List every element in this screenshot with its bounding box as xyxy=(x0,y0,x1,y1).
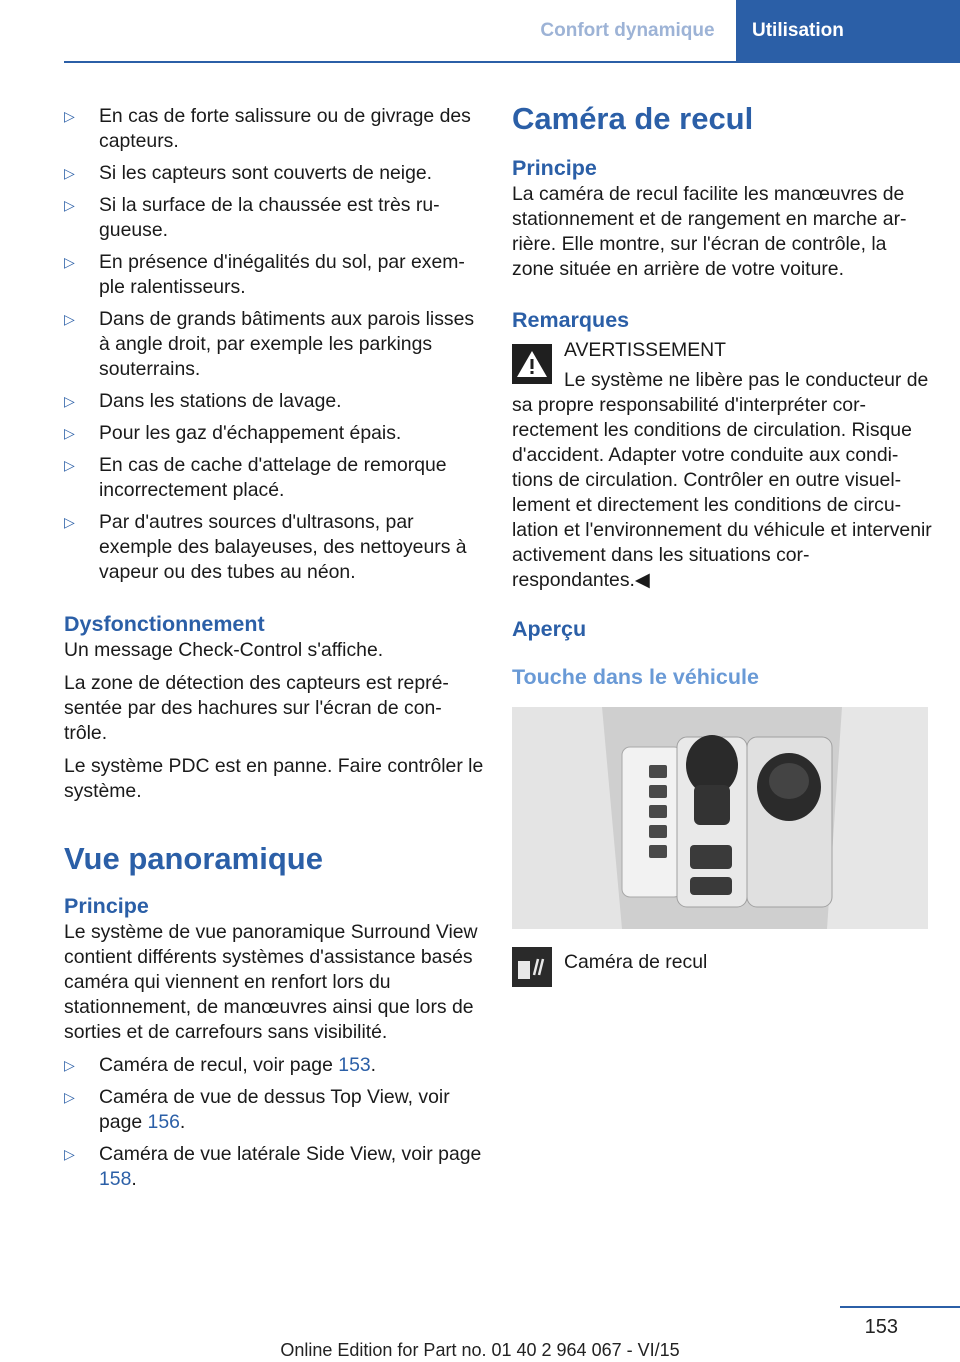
triangle-bullet-icon: ▷ xyxy=(64,1089,75,1105)
warning-label: AVERTISSEMENT xyxy=(564,339,726,361)
malfunction-text: Un message Check-Control s'affiche. xyxy=(64,639,384,661)
remarks-heading: Remarques xyxy=(512,308,630,332)
rear-camera-principle-text: La caméra de recul facilite les manœuvres de stationnement et de rangement en marche ar-rière. Elle montre, sur l'écran de contrôle, la zone située en arrière de votre voiture. xyxy=(512,183,907,280)
triangle-bullet-icon: ▷ xyxy=(64,425,75,441)
list-item: ▷ Dans les stations de lavage. xyxy=(64,390,342,412)
page-link[interactable]: 156 xyxy=(147,1111,180,1133)
header-rule xyxy=(64,61,960,63)
left-column xyxy=(64,104,484,1199)
panorama-principle-text: Le système de vue panoramique Surround View contient différents systèmes d'assistance basés caméra qui viennent en renfort lors du stationnement, de manœuvres ainsi que lors de sorties et de carrefours sans visibilité. xyxy=(64,921,478,1043)
list-item: ▷ Caméra de vue latérale Side View, voir page 158. xyxy=(64,1143,482,1190)
malfunction-heading: Dysfonctionnement xyxy=(64,612,265,636)
header-chapter-tab: Utilisation xyxy=(736,0,960,61)
vehicle-button-heading: Touche dans le véhicule xyxy=(512,665,759,689)
footer-edition: Online Edition for Part no. 01 40 2 964 067 - VI/15 xyxy=(280,1340,680,1360)
panorama-heading: Vue panoramique xyxy=(64,841,323,876)
list-item: ▷ En présence d'inégalités du sol, par exem-ple ralentisseurs. xyxy=(64,251,465,298)
center-console-photo xyxy=(512,707,928,929)
triangle-bullet-icon: ▷ xyxy=(64,165,75,181)
list-item: ▷ En cas de forte salissure ou de givrage des capteurs. xyxy=(64,105,471,152)
list-item: ▷ Caméra de vue de dessus Top View, voir page 156. xyxy=(64,1086,450,1133)
page-link[interactable]: 153 xyxy=(338,1054,371,1076)
warning-text: Le système ne libère pas le conducteur de sa propre responsabilité d'interpréter cor-rectement les conditions de circulation. Risque d'accident. Adapter votre conduite aux condi-tions de circulation. Contrôler en outre visuel-lement et directement les conditions de circu-lation et l'environnement du véhicule et intervenir activement dans les situations cor-respondantes.◀ xyxy=(512,369,932,591)
triangle-bullet-icon: ▷ xyxy=(64,197,75,213)
list-item: ▷ Dans de grands bâtiments aux parois lisses à angle droit, par exemple les parkings souterrains. xyxy=(64,308,475,380)
rear-camera-principle-heading: Principe xyxy=(512,156,597,180)
rear-camera-title: Caméra de recul xyxy=(512,101,754,136)
list-item: ▷ Si la surface de la chaussée est très ru-gueuse. xyxy=(64,194,440,241)
triangle-bullet-icon: ▷ xyxy=(64,1057,75,1073)
overview-heading: Aperçu xyxy=(512,617,587,641)
triangle-bullet-icon: ▷ xyxy=(64,514,75,530)
right-column xyxy=(512,100,932,987)
malfunction-text: La zone de détection des capteurs est repré-sentée par des hachures sur l'écran de con-trôle. xyxy=(64,672,449,744)
page-link[interactable]: 158 xyxy=(99,1168,132,1190)
center-console-illustration xyxy=(512,707,928,929)
warning-block xyxy=(512,338,932,363)
rear-camera-button-icon xyxy=(512,947,552,987)
triangle-bullet-icon: ▷ xyxy=(64,457,75,473)
button-caption-row xyxy=(512,947,932,987)
warning-triangle-icon xyxy=(512,344,552,384)
triangle-bullet-icon: ▷ xyxy=(64,254,75,270)
panorama-principle-heading: Principe xyxy=(64,894,149,918)
page-number: 153 xyxy=(864,1316,898,1338)
list-item: ▷ Si les capteurs sont couverts de neige. xyxy=(64,162,433,184)
list-item: ▷ Pour les gaz d'échappement épais. xyxy=(64,422,402,444)
list-item: ▷ Caméra de recul, voir page 153. xyxy=(64,1054,377,1076)
triangle-bullet-icon: ▷ xyxy=(64,108,75,124)
triangle-bullet-icon: ▷ xyxy=(64,1146,75,1162)
list-item: ▷ Par d'autres sources d'ultrasons, par exemple des balayeuses, des nettoyeurs à vapeur ou des tubes au néon. xyxy=(64,511,467,583)
triangle-bullet-icon: ▷ xyxy=(64,393,75,409)
limitations-list xyxy=(64,104,484,585)
camera-references-list xyxy=(64,1053,484,1192)
button-caption: Caméra de recul xyxy=(564,951,708,973)
list-item: ▷ En cas de cache d'attelage de remorque incorrectement placé. xyxy=(64,454,447,501)
header-section-title: Confort dynamique xyxy=(540,19,715,41)
triangle-bullet-icon: ▷ xyxy=(64,311,75,327)
footer-rule xyxy=(840,1306,960,1308)
malfunction-text: Le système PDC est en panne. Faire contrôler le système. xyxy=(64,755,484,802)
